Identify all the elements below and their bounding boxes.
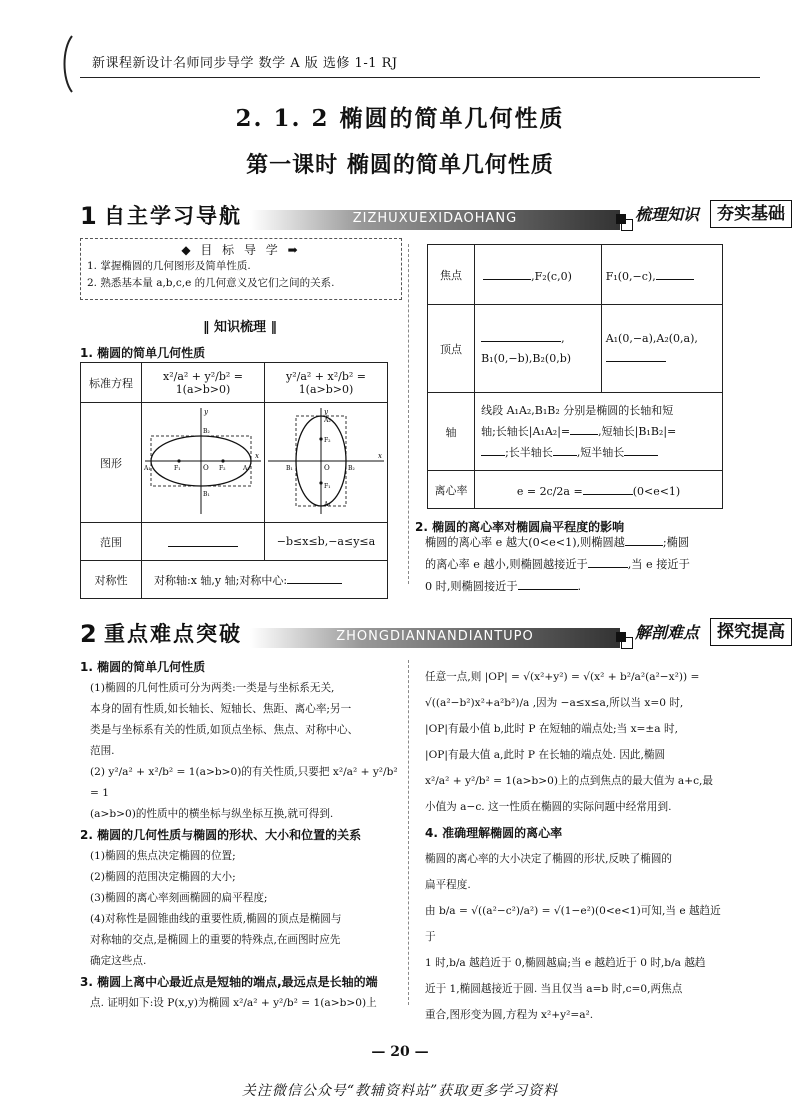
svg-text:F₁: F₁ (174, 465, 181, 472)
section-number: 2 (80, 620, 97, 648)
goal-line: 1. 掌握椭圆的几何图形及简单性质. (87, 260, 251, 272)
text-line: √((a²−b²)x²+a²b²)/a ,因为 −a≤x≤a,所以当 x=0 时, (425, 697, 684, 709)
text-line: (2) y²/a² + x²/b² = 1(a>b>0)的有关性质,只要把 x²/a² + y²/b² = 1 (90, 766, 398, 799)
table-cell: 范围 (81, 523, 142, 561)
section-title: 自主学习导航 (104, 204, 242, 228)
text-line: (3)椭圆的离心率刻画椭圆的扁平程度; (90, 892, 268, 904)
table-cell: 离心率 (428, 471, 475, 509)
pinyin-text: ZHONGDIANNANDIANTUPO (336, 629, 534, 644)
text-line: 点. 证明如下:设 P(x,y)为椭圆 x²/a² + y²/b² = 1(a>b>0)上 (90, 997, 377, 1009)
pinyin-bar (250, 628, 620, 648)
svg-text:A₂: A₂ (243, 465, 250, 472)
section-tag-boxed: 夯实基础 (710, 200, 792, 228)
table-cell (475, 471, 723, 509)
text-line: 椭圆的离心率 e 越大(0<e<1),则椭圆越 (425, 536, 625, 549)
blank-cell (142, 523, 265, 561)
text-line: 0 时,则椭圆接近于 (425, 580, 518, 593)
eccentricity-range: (0<e<1) (632, 484, 681, 498)
goal-heading: ◆ 目 标 导 学 ➡ (181, 243, 301, 257)
column-divider (408, 660, 409, 1005)
properties-table-right (427, 244, 723, 509)
figure-cell (265, 403, 388, 523)
header-rule (80, 77, 760, 78)
axis-text: ;长半轴长 (505, 446, 553, 459)
table-cell: 标准方程 (81, 363, 142, 403)
text-line: 小值为 a−c. 这一性质在椭圆的实际问题中经常用到. (425, 801, 672, 813)
axis-text: ,短轴长|B₁B₂|= (598, 425, 677, 438)
figure-cell (142, 403, 265, 523)
svg-text:y: y (324, 408, 328, 416)
table-cell: 对称性 (81, 561, 142, 599)
vertex-text: B₁(0,−b),B₂(0,b) (481, 351, 572, 365)
svg-text:B₂: B₂ (203, 428, 210, 435)
table-cell: 图形 (81, 403, 142, 523)
left-column-text (80, 657, 400, 1014)
subsection-heading: 2. 椭圆的离心率对椭圆扁平程度的影响 (415, 520, 625, 534)
vertex-text: A₁(0,−a),A₂(0,a), (605, 331, 698, 345)
point-heading: 3. 椭圆上离中心最近点是短轴的端点,最远点是长轴的端 (80, 975, 378, 989)
svg-text:F₁: F₁ (324, 483, 331, 490)
svg-text:O: O (324, 464, 330, 472)
table-cell: 顶点 (428, 305, 475, 393)
section-number: 1 (80, 202, 97, 230)
text-line: 的离心率 e 越小,则椭圆越接近于 (425, 558, 588, 571)
svg-text:B₂: B₂ (348, 465, 355, 472)
text-line: 扁平程度. (425, 879, 471, 891)
text-line: 任意一点,则 |OP| = √(x²+y²) = √(x² + b²/a²(a²−x²)) = (425, 671, 700, 683)
table-cell: −b≤x≤b,−a≤y≤a (265, 523, 388, 561)
horizontal-ellipse-figure (143, 406, 263, 516)
section-tag: 梳理知识 (635, 205, 700, 224)
point-heading: 2. 椭圆的几何性质与椭圆的形状、大小和位置的关系 (80, 828, 362, 842)
eccentricity-paragraph: 椭圆的离心率 e 越大(0<e<1),则椭圆越 ;椭圆 的离心率 e 越小,则椭圆越接近于 ,当 e 接近于 0 时,则椭圆接近于 . (425, 532, 725, 598)
axis-text: 轴;长轴长|A₁A₂|= (481, 425, 571, 438)
svg-text:y: y (204, 408, 208, 416)
svg-text:x: x (378, 452, 382, 460)
text-line: ,当 e 接近于 (627, 558, 690, 571)
text-line: (a>b>0)的性质中的横坐标与纵坐标互换,就可得到. (90, 808, 334, 820)
pinyin-bar (250, 210, 620, 230)
text-line: 近于 1,椭圆越接近于圆. 当且仅当 a=b 时,c=0,两焦点 (425, 983, 683, 995)
svg-text:A₁: A₁ (324, 501, 331, 508)
text-line: 对称轴的交点,是椭圆上的重要的特殊点,在画图时应先 (90, 934, 341, 946)
text-line: |OP|有最大值 a,此时 P 在长轴的端点处. 因此,椭圆 (425, 749, 666, 761)
focus-text: F₁(0,−c), (605, 269, 656, 283)
focus-text: ,F₂(c,0) (531, 269, 572, 283)
text-line: (1)椭圆的几何性质可分为两类:一类是与坐标系无关, (90, 682, 335, 694)
footer-note: 关注微信公众号“教辅资料站”获取更多学习资料 (241, 1083, 559, 1099)
text-line: 重合,图形变为圆,方程为 x²+y²=a². (425, 1009, 594, 1021)
table-cell: 轴 (428, 393, 475, 471)
eccentricity-formula: e = 2c/2a = (516, 484, 583, 498)
section-banner-1 (80, 200, 785, 232)
svg-text:F₂: F₂ (324, 437, 331, 444)
text-line: (1)椭圆的焦点决定椭圆的位置; (90, 850, 236, 862)
lesson-subtitle: 第一课时 椭圆的简单几何性质 (246, 153, 554, 178)
text-line: 椭圆的离心率的大小决定了椭圆的形状,反映了椭圆的 (425, 853, 673, 865)
right-column-text (425, 664, 725, 1028)
column-divider (408, 244, 409, 584)
text-line: 类是与坐标系有关的性质,如顶点坐标、焦点、对称中心、 (90, 724, 359, 736)
square-icon (616, 632, 626, 642)
goal-box (80, 238, 402, 300)
text-line: |OP|有最小值 b,此时 P 在短轴的端点处;当 x=±a 时, (425, 723, 678, 735)
table-cell: x²/a² + y²/b² = 1(a>b>0) (142, 363, 265, 403)
section-tag-boxed: 探究提高 (710, 618, 792, 646)
table-cell (601, 245, 722, 305)
lesson-title: 2. 1. 2 椭圆的简单几何性质 (235, 105, 565, 132)
table-cell (475, 393, 723, 471)
text-line: 范围. (90, 745, 115, 757)
table-cell (601, 305, 722, 393)
page-number: — 20 — (371, 1044, 429, 1060)
section-banner-2 (80, 618, 785, 650)
square-icon (616, 214, 626, 224)
text-line: x²/a² + y²/b² = 1(a>b>0)上的点到焦点的最大值为 a+c,最 (425, 775, 713, 787)
text-line: ;椭圆 (662, 536, 690, 549)
section-tag: 解剖难点 (635, 623, 700, 642)
text-line: 确定这些点. (90, 955, 147, 967)
axis-text: 线段 A₁A₂,B₁B₂ 分别是椭圆的长轴和短 (481, 404, 674, 417)
point-heading: 4. 准确理解椭圆的离心率 (425, 826, 563, 840)
table-cell: , B₁(0,−b),B₂(0,b) (475, 305, 602, 393)
svg-text:F₂: F₂ (219, 465, 226, 472)
bracket-decoration (60, 34, 76, 94)
svg-text:B₁: B₁ (286, 465, 293, 472)
subsection-heading: 1. 椭圆的简单几何性质 (80, 346, 206, 360)
table-cell (475, 245, 602, 305)
table-cell (142, 561, 388, 599)
text-line: (4)对称性是圆锥曲线的重要性质,椭圆的顶点是椭圆与 (90, 913, 342, 925)
text-line: (2)椭圆的范围决定椭圆的大小; (90, 871, 236, 883)
vertical-ellipse-figure (266, 406, 386, 516)
point-heading: 1. 椭圆的简单几何性质 (80, 660, 206, 674)
book-header: 新课程新设计名师同步导学 数学 A 版 选修 1-1 RJ (92, 56, 398, 71)
svg-text:x: x (255, 452, 259, 460)
text-line: 本身的固有性质,如长轴长、短轴长、焦距、离心率;另一 (90, 703, 352, 715)
section-title: 重点难点突破 (104, 622, 242, 646)
table-cell: y²/a² + x²/b² = 1(a>b>0) (265, 363, 388, 403)
svg-text:O: O (203, 464, 209, 472)
svg-text:A₂: A₂ (324, 417, 331, 424)
svg-text:A₁: A₁ (144, 465, 151, 472)
knowledge-heading: ‖ 知识梳理 ‖ (202, 320, 278, 335)
goal-line: 2. 熟悉基本量 a,b,c,e 的几何意义及它们之间的关系. (87, 277, 335, 289)
svg-text:B₁: B₁ (203, 491, 210, 498)
table-cell: 焦点 (428, 245, 475, 305)
axis-text: ,短半轴长 (576, 446, 625, 459)
symmetry-text: 对称轴:x 轴,y 轴;对称中心: (154, 574, 288, 587)
text-line: 由 b/a = √((a²−c²)/a²) = √(1−e²)(0<e<1)可知,当 e 越趋近于 (425, 905, 721, 943)
text-line: 1 时,b/a 越趋近于 0,椭圆越扁;当 e 越趋近于 0 时,b/a 越趋 (425, 957, 706, 969)
properties-table-left (80, 362, 388, 599)
pinyin-text: ZIZHUXUEXIDAOHANG (352, 211, 518, 226)
